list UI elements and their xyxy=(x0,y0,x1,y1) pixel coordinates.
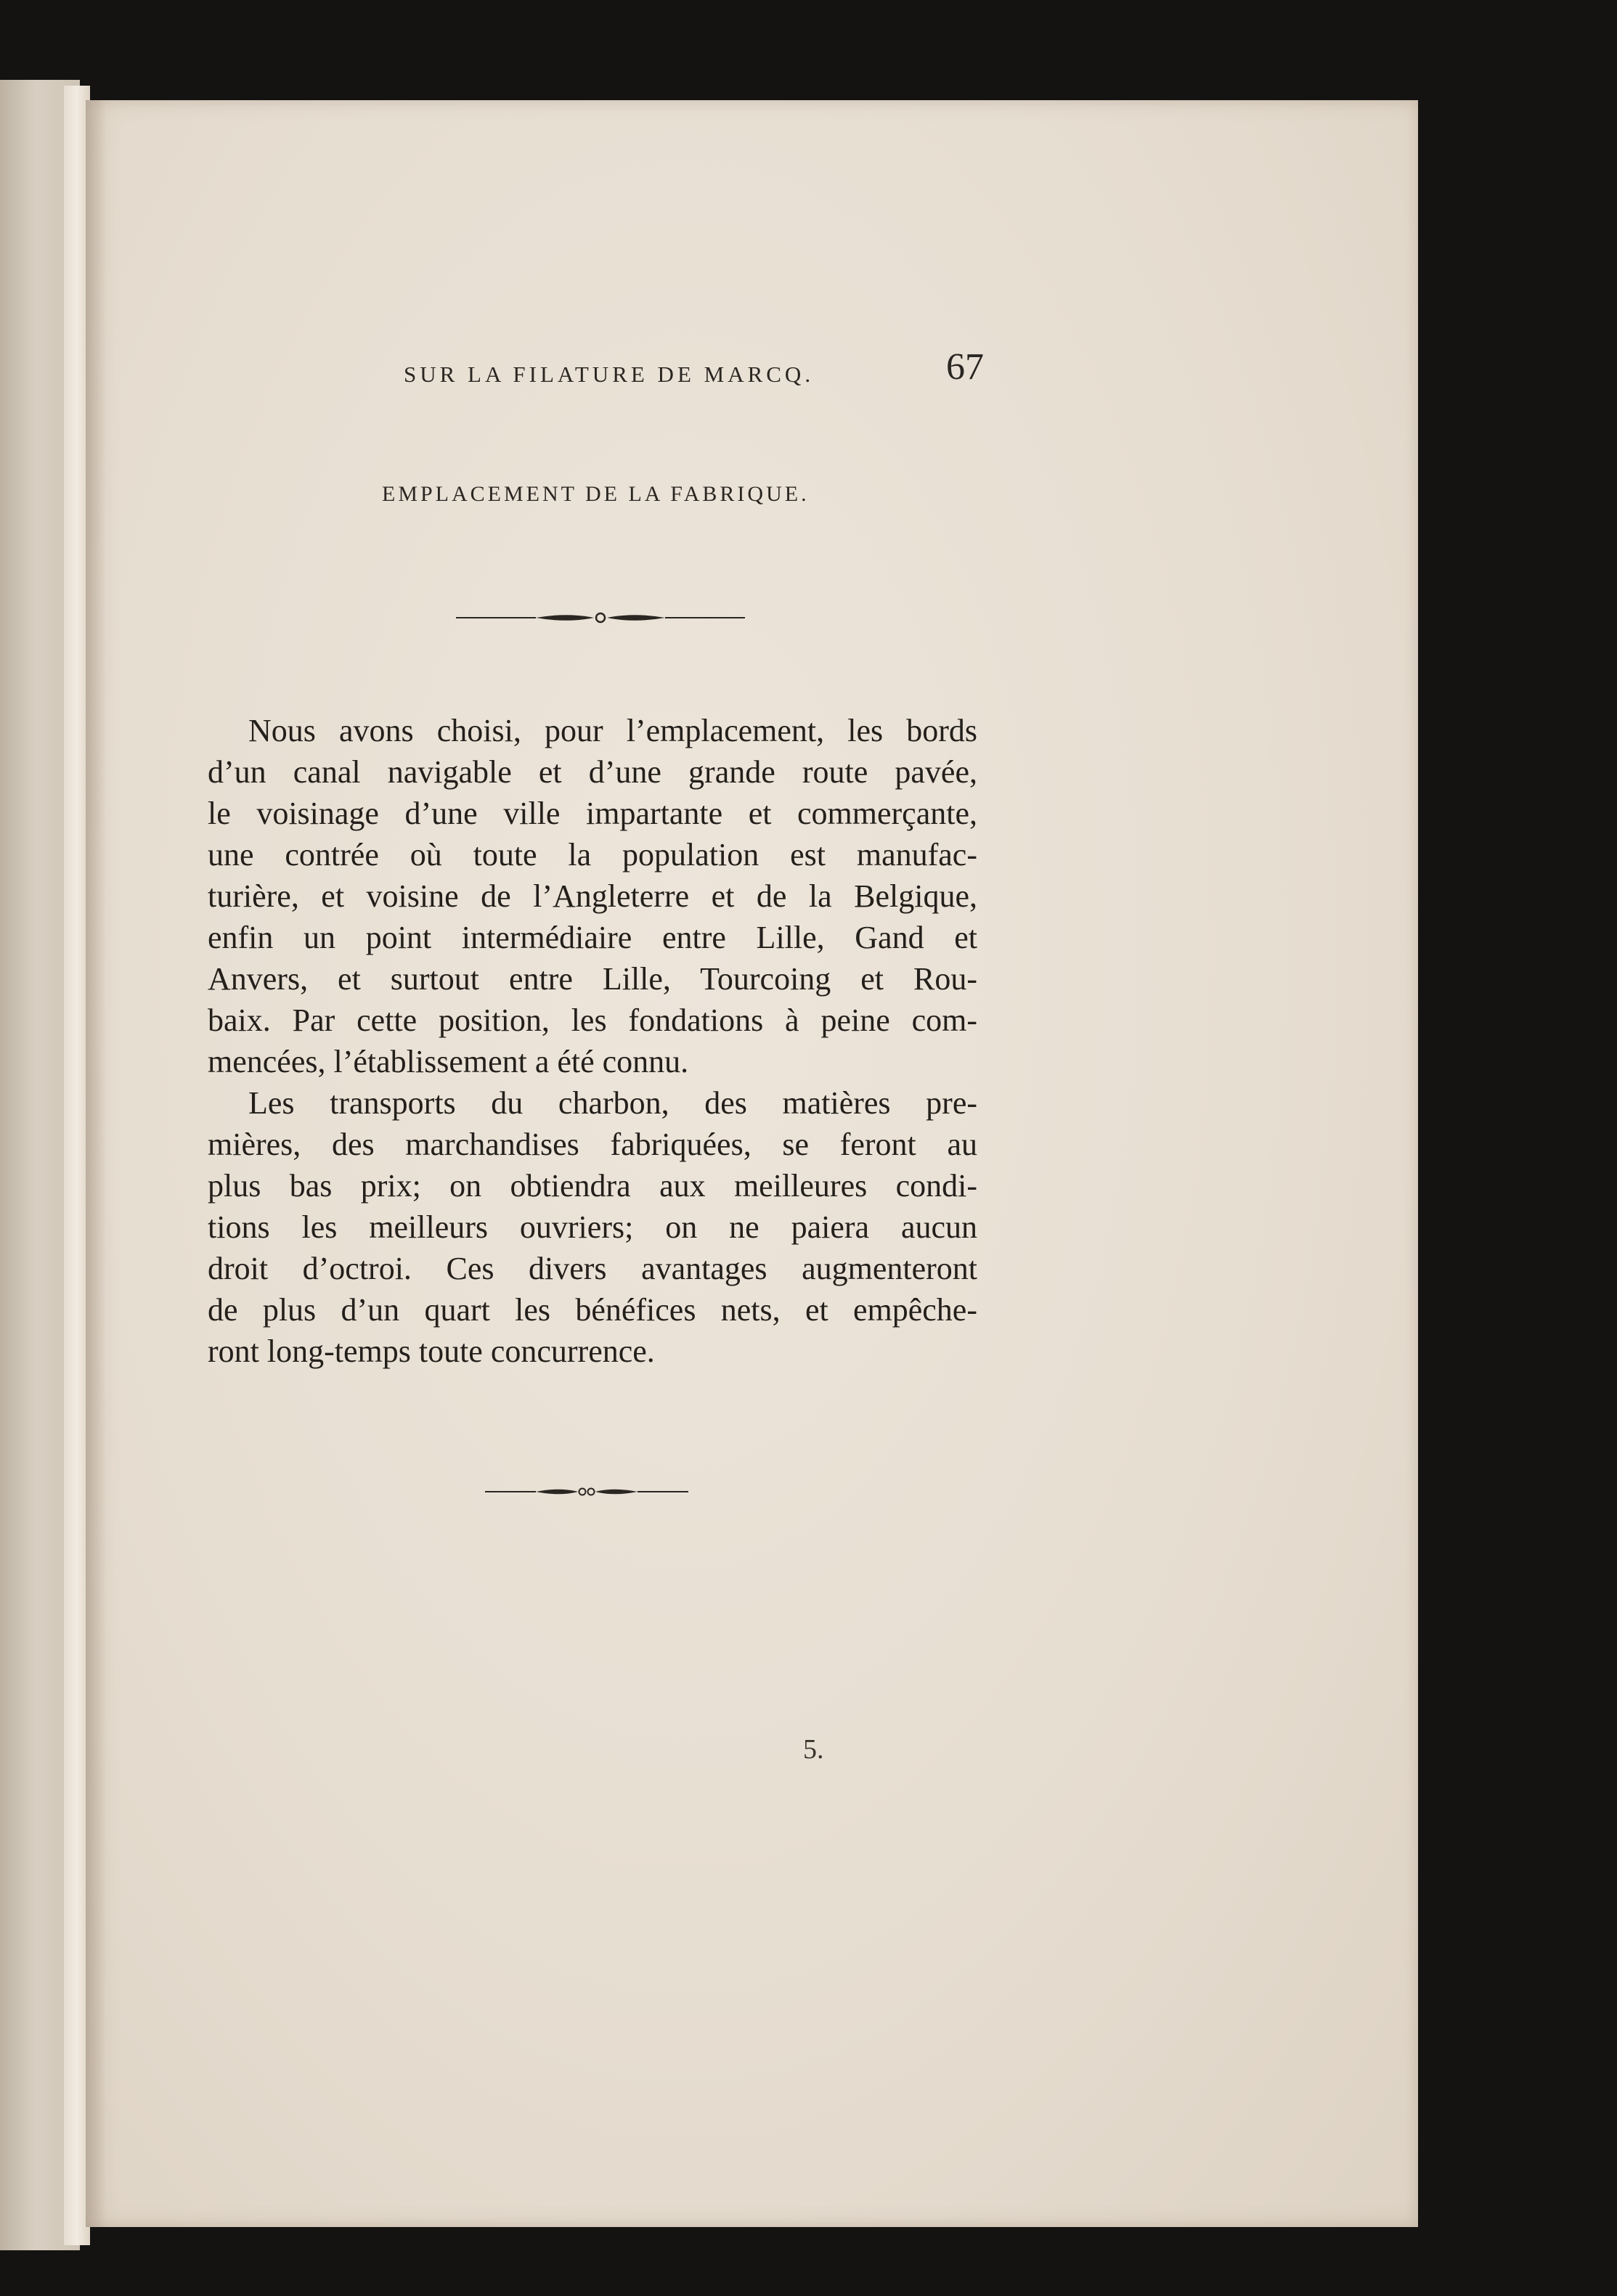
top-ornament-rule xyxy=(456,608,745,627)
text-line: Nous avons choisi, pour l’emplacement, les bords xyxy=(248,713,977,748)
page-number: 67 xyxy=(946,346,984,388)
text-line: ront long-temps toute concurrence. xyxy=(208,1333,655,1369)
bottom-ornament-rule xyxy=(485,1484,688,1500)
text-line: mencées, l’établissement a été connu. xyxy=(208,1044,689,1079)
text-line: le voisinage d’une ville impartante et commerçante, xyxy=(208,796,977,831)
text-line: Anvers, et surtout entre Lille, Tourcoing et Rou- xyxy=(208,961,977,997)
text-line: mières, des marchandises fabriquées, se feront au xyxy=(208,1127,977,1162)
text-line: tions les meilleurs ouvriers; on ne paiera aucun xyxy=(208,1209,977,1245)
running-head: SUR LA FILATURE DE MARCQ. xyxy=(404,361,815,387)
body-text xyxy=(208,710,977,1372)
text-line: plus bas prix; on obtiendra aux meilleures condi- xyxy=(208,1168,977,1204)
signature-mark: 5. xyxy=(803,1734,824,1765)
text-line: Les transports du charbon, des matières pre- xyxy=(248,1085,977,1121)
text-line: d’un canal navigable et d’une grande route pavée, xyxy=(208,754,977,790)
gutter-shadow xyxy=(86,100,106,2227)
text-line: une contrée où toute la population est manufac- xyxy=(208,837,977,873)
text-line: enfin un point intermédiaire entre Lille, Gand et xyxy=(208,920,977,955)
section-title: EMPLACEMENT DE LA FABRIQUE. xyxy=(382,482,810,506)
text-line: baix. Par cette position, les fondations à peine com- xyxy=(208,1002,977,1038)
text-line: turière, et voisine de l’Angleterre et de la Belgique, xyxy=(208,878,977,914)
text-line: droit d’octroi. Ces divers avantages augmenteront xyxy=(208,1251,977,1286)
text-line: de plus d’un quart les bénéfices nets, et empêche- xyxy=(208,1292,977,1328)
